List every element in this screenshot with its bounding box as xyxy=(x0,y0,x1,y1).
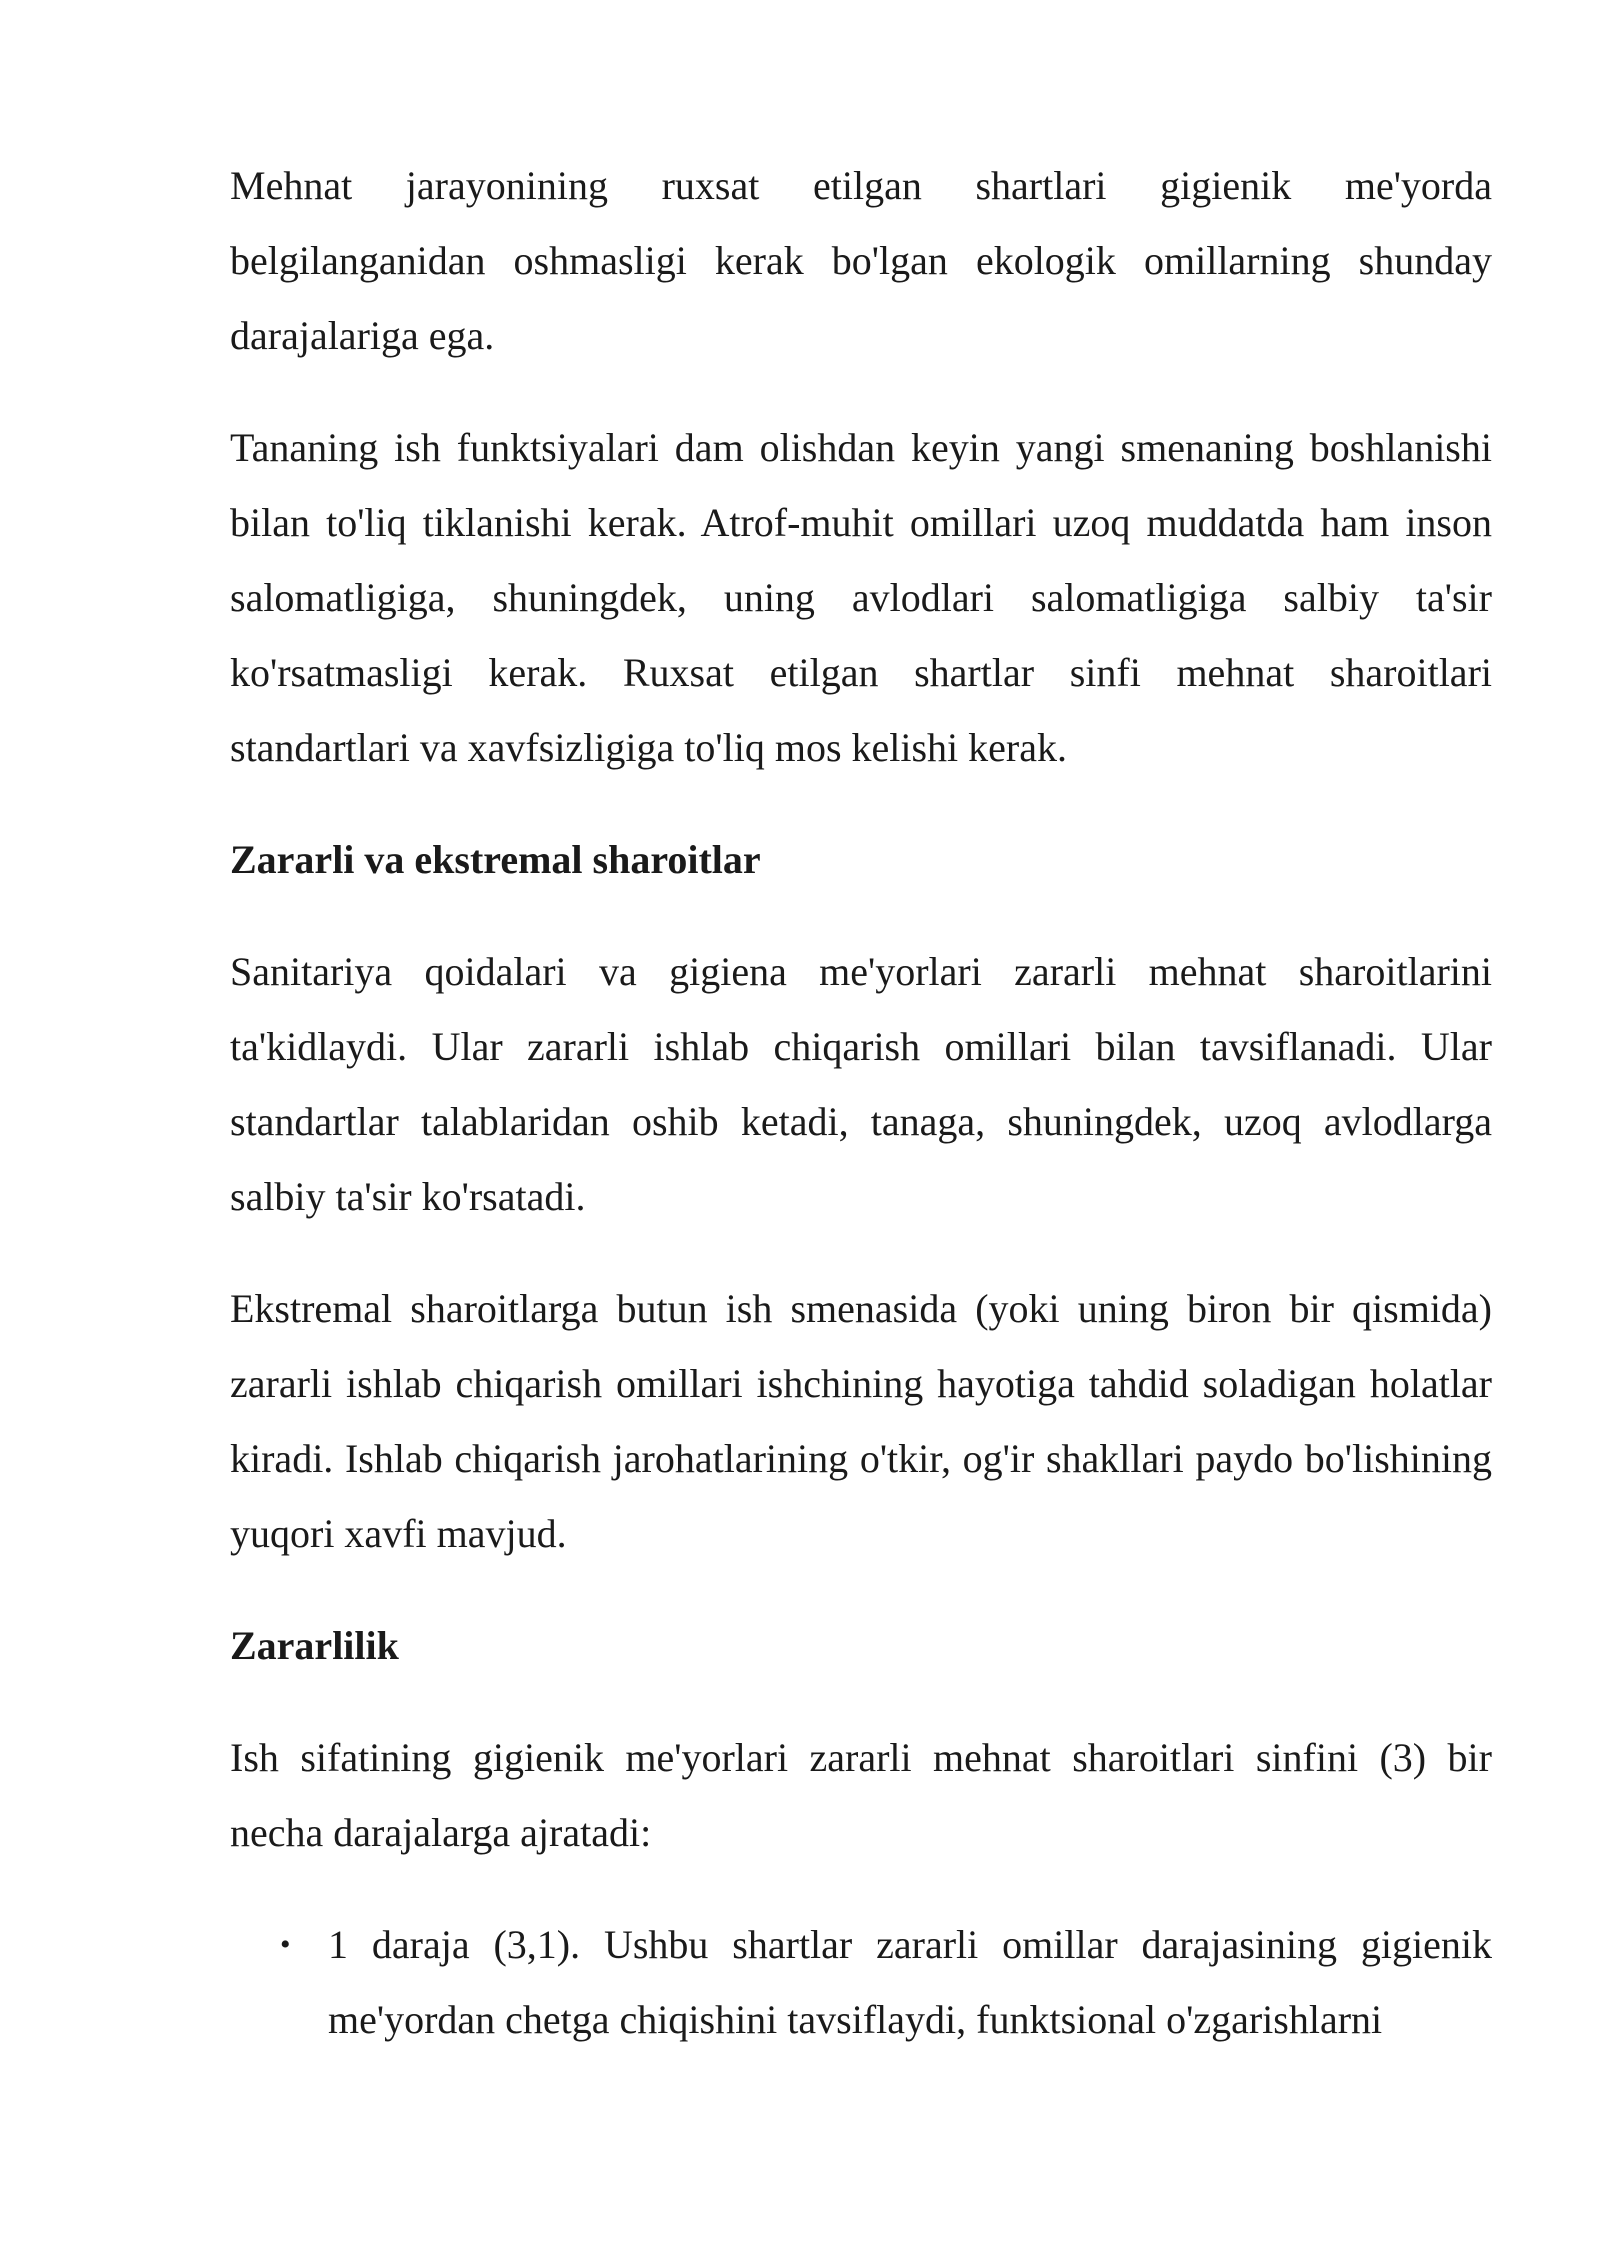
paragraph-body-recovery: Tananing ish funktsiyalari dam olishdan keyin yangi smenaning boshlanishi bilan to'liq tiklanishi kerak. Atrof-muhit omillari uzoq muddatda ham inson salomatligiga, shuningdek, uning avlodlari salomatligiga salbiy ta'sir ko'rsatmasligi kerak. Ruxsat etilgan shartlar sinfi mehnat sharoitlari standartlari va xavfsizligiga to'liq mos kelishi kerak. xyxy=(230,425,1492,770)
paragraph-permissible-conditions: Mehnat jarayonining ruxsat etilgan shartlari gigienik me'yorda belgilanganidan oshmasligi kerak bo'lgan ekologik omillarning shunday darajalariga ega. xyxy=(230,163,1492,358)
paragraph-extreme-conditions: Ekstremal sharoitlarga butun ish smenasida (yoki uning biron bir qismida) zararli ishlab chiqarish omillari ishchining hayotiga tahdid soladigan holatlar kiradi. Ishlab chiqarish jarohatlarining o'tkir, og'ir shakllari paydo bo'lishining yuqori xavfi mavjud. xyxy=(230,1286,1492,1556)
list-item xyxy=(230,1907,1492,2057)
bullet-icon: • xyxy=(280,1928,291,1961)
paragraph-harmful-conditions: Sanitariya qoidalari va gigiena me'yorlari zararli mehnat sharoitlarini ta'kidlaydi. Ular zararli ishlab chiqarish omillari bilan tavsiflanadi. Ular standartlar talablaridan oshib ketadi, tanaga, shuningdek, uzoq avlodlarga salbiy ta'sir ko'rsatadi. xyxy=(230,949,1492,1219)
heading-harmful-extreme: Zararli va ekstremal sharoitlar xyxy=(230,837,761,882)
document-page xyxy=(230,148,1492,2057)
degree-list xyxy=(230,1907,1492,2057)
paragraph-harmfulness-intro: Ish sifatining gigienik me'yorlari zararli mehnat sharoitlari sinfini (3) bir necha darajalarga ajratadi: xyxy=(230,1735,1492,1855)
heading-harmfulness: Zararlilik xyxy=(230,1623,399,1668)
list-item-text: 1 daraja (3,1). Ushbu shartlar zararli omillar darajasining gigienik me'yordan chetga chiqishini tavsiflaydi, funktsional o'zgarishlarni xyxy=(328,1922,1492,2042)
